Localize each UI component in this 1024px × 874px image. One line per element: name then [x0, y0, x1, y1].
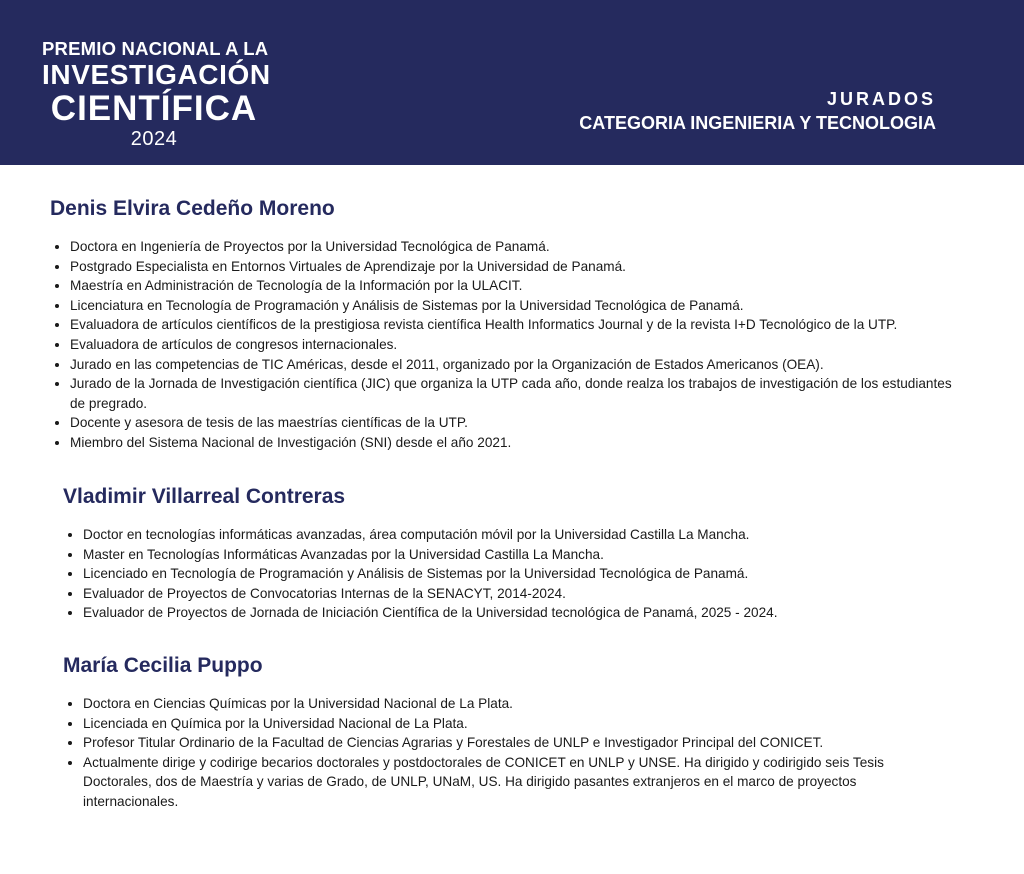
list-item: • Doctora en Ingeniería de Proyectos por la Universidad Tecnológica de Panamá. [70, 237, 970, 257]
list-item: • Jurado en las competencias de TIC Américas, desde el 2011, organizado por la Organización de Estados Americanos (OEA). [70, 355, 970, 375]
logo-line-2: INVESTIGACIÓN [42, 59, 271, 90]
list-item: • Licenciada en Química por la Universidad Nacional de La Plata. [83, 714, 943, 734]
list-item: • Evaluador de Proyectos de Jornada de Iniciación Científica de la Universidad tecnológica de Panamá, 2025 - 2024. [83, 603, 963, 623]
juror-name: Vladimir Villarreal Contreras [63, 485, 346, 508]
header-title-block [579, 88, 936, 136]
list-item: • Miembro del Sistema Nacional de Investigación (SNI) desde el año 2021. [70, 433, 970, 453]
credentials-list [50, 237, 970, 453]
juror-section [63, 652, 943, 812]
juror-section [50, 195, 970, 453]
list-item: • Postgrado Especialista en Entornos Virtuales de Aprendizaje por la Universidad de Panamá. [70, 257, 970, 277]
credentials-list [63, 694, 943, 812]
list-item: • Maestría en Administración de Tecnología de la Información por la ULACIT. [70, 276, 970, 296]
credentials-list [63, 525, 963, 623]
juror-section [63, 483, 963, 623]
logo-line-1: PREMIO NACIONAL A LA [42, 38, 269, 59]
list-item: • Jurado de la Jornada de Investigación científica (JIC) que organiza la UTP cada año, donde realza los trabajos de investigación de los estudiantes de pregrado. [70, 374, 970, 413]
juror-name: María Cecilia Puppo [63, 654, 263, 677]
category-title: CATEGORIA INGENIERIA Y TECNOLOGIA [579, 113, 936, 133]
juror-name: Denis Elvira Cedeño Moreno [50, 197, 335, 220]
logo-year: 2024 [130, 128, 178, 150]
list-item: • Evaluador de Proyectos de Convocatorias Internas de la SENACYT, 2014-2024. [83, 584, 963, 604]
list-item: • Doctora en Ciencias Químicas por la Universidad Nacional de La Plata. [83, 694, 943, 714]
list-item: • Docente y asesora de tesis de las maestrías científicas de la UTP. [70, 413, 970, 433]
list-item: • Evaluadora de artículos de congresos internacionales. [70, 335, 970, 355]
header-banner [0, 0, 1024, 165]
list-item: • Licenciado en Tecnología de Programación y Análisis de Sistemas por la Universidad Tecnológica de Panamá. [83, 564, 963, 584]
list-item: • Licenciatura en Tecnología de Programación y Análisis de Sistemas por la Universidad Tecnológica de Panamá. [70, 296, 970, 316]
logo-line-3: CIENTÍFICA [50, 89, 258, 128]
list-item: • Profesor Titular Ordinario de la Facultad de Ciencias Agrarias y Forestales de UNLP e Investigador Principal del CONICET. [83, 733, 943, 753]
list-item: • Master en Tecnologías Informáticas Avanzadas por la Universidad Castilla La Mancha. [83, 545, 963, 565]
list-item: • Doctor en tecnologías informáticas avanzadas, área computación móvil por la Universidad Castilla La Mancha. [83, 525, 963, 545]
list-item: • Actualmente dirige y codirige becarios doctorales y postdoctorales de CONICET en UNLP y UNSE. Ha dirigido y codirigido seis Tesis Doctorales, dos de Maestría y varias de Grado, de UNLP, UNaM, US. Ha dirigido pasantes extranjeros en el marco de proyectos internacionales. [83, 753, 943, 812]
award-logo [42, 38, 271, 150]
list-item: • Evaluadora de artículos científicos de la prestigiosa revista científica Health Informatics Journal y de la revista I+D Tecnológico de la UTP. [70, 315, 970, 335]
page-title: JURADOS [826, 89, 936, 109]
